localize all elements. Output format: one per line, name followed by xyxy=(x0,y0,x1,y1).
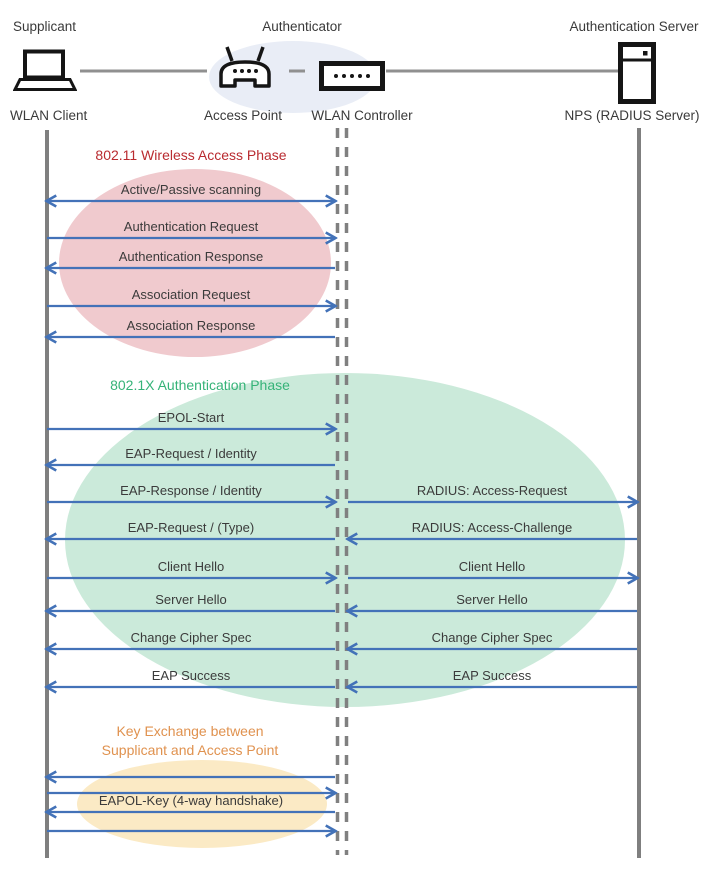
nps-radius-label: NPS (RADIUS Server) xyxy=(564,108,700,123)
supplicant-role-label: Supplicant xyxy=(13,19,77,34)
message-label: RADIUS: Access-Request xyxy=(416,483,568,498)
phase-2-title: Key Exchange between Supplicant and Access Point xyxy=(101,723,279,758)
message-label: Authentication Request xyxy=(123,219,259,234)
message-label: Client Hello xyxy=(458,559,526,574)
message-label: EAP-Request / Identity xyxy=(125,446,257,461)
message-label: Change Cipher Spec xyxy=(431,630,553,645)
message-label: Active/Passive scanning xyxy=(120,182,262,197)
access-point-icon xyxy=(212,44,278,99)
laptop-icon xyxy=(13,49,77,93)
message-label: Client Hello xyxy=(157,559,225,574)
message-label: Authentication Response xyxy=(118,249,264,264)
message-label: RADIUS: Access-Challenge xyxy=(411,520,573,535)
message-label: Change Cipher Spec xyxy=(130,630,252,645)
wlan-client-label: WLAN Client xyxy=(10,108,88,123)
message-label: EPOL-Start xyxy=(157,410,225,425)
auth-server-role-label: Authentication Server xyxy=(569,19,699,34)
wlan-controller-icon xyxy=(319,61,385,91)
message-label: EAP Success xyxy=(452,668,532,683)
message-label: Association Response xyxy=(126,318,256,333)
phase-1-title: 802.1X Authentication Phase xyxy=(110,377,290,393)
message-label: Server Hello xyxy=(456,592,528,607)
message-label: EAP-Response / Identity xyxy=(120,483,262,498)
access-point-label: Access Point xyxy=(203,108,283,123)
server-icon xyxy=(618,42,656,104)
message-label: EAP-Request / (Type) xyxy=(127,520,255,535)
message-label: Association Request xyxy=(131,287,251,302)
phase-0-title: 802.11 Wireless Access Phase xyxy=(95,147,287,163)
wlan-controller-label: WLAN Controller xyxy=(311,108,413,123)
message-label: EAPOL-Key (4-way handshake) xyxy=(98,793,284,808)
message-label: EAP Success xyxy=(151,668,231,683)
message-label: Server Hello xyxy=(155,592,227,607)
authenticator-role-label: Authenticator xyxy=(262,19,342,34)
